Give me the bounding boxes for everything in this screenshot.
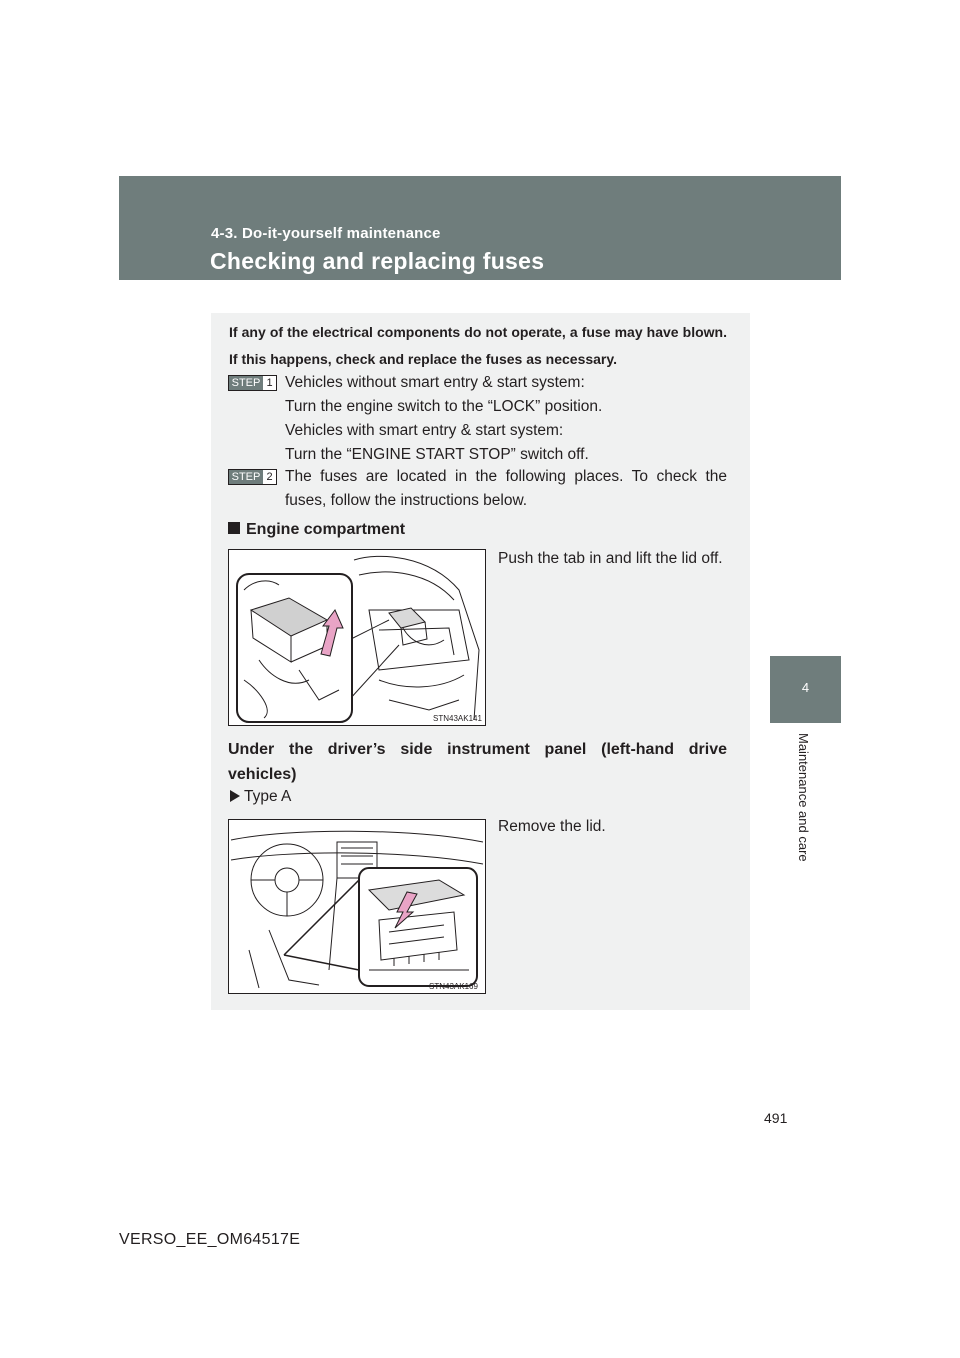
instrument-panel-drawing: [229, 820, 485, 993]
step-1-text: [285, 371, 727, 467]
step-1-line: Vehicles without smart entry & start system:: [285, 374, 585, 391]
section-label: 4-3. Do-it-yourself maintenance: [211, 225, 441, 242]
intro-paragraph: If any of the electrical components do not operate, a fuse may have blown. If this happens, check and replace the fuses as necessary.: [229, 324, 727, 367]
step-1-line: Vehicles with smart entry & start system:: [285, 422, 564, 439]
step-number: 2: [266, 471, 273, 483]
step-1-badge: [228, 375, 277, 391]
step-word: STEP: [229, 470, 263, 484]
step-number: 1: [266, 377, 273, 389]
section-heading-instrument-panel: [228, 737, 727, 787]
chapter-title: Maintenance and care: [796, 733, 811, 862]
chapter-title-vertical: [795, 733, 813, 883]
section-heading-text: Engine compartment: [246, 521, 406, 538]
step-1-line: Turn the “ENGINE START STOP” switch off.: [285, 446, 589, 463]
type-label: Type A: [244, 788, 292, 805]
page-number: 491: [764, 1110, 788, 1126]
instrument-panel-fuse-illustration: [228, 819, 486, 994]
page-title: Checking and replacing fuses: [210, 248, 545, 274]
engine-caption: Push the tab in and lift the lid off.: [498, 550, 723, 567]
document-code: VERSO_EE_OM64517E: [119, 1231, 301, 1248]
section-heading-engine: [228, 517, 405, 542]
step-1-line: Turn the engine switch to the “LOCK” position.: [285, 398, 603, 415]
figure-code: STN43AK141: [433, 714, 482, 723]
type-label-line: [230, 786, 291, 808]
step-word: STEP: [229, 376, 263, 390]
figure-code: STN43AK169: [429, 982, 478, 991]
engine-compartment-drawing: [229, 550, 485, 725]
triangle-bullet-icon: [230, 790, 240, 802]
square-bullet-icon: [228, 522, 240, 534]
engine-fuse-box-illustration: [228, 549, 486, 726]
section-heading-text: Under the driver’s side instrument panel (left-hand drive vehicles): [228, 741, 727, 783]
step-2-text: The fuses are located in the following places. To check the fuses, follow the instructions below.: [285, 468, 727, 509]
instrument-panel-caption: Remove the lid.: [498, 818, 606, 835]
chapter-number: 4: [801, 680, 810, 695]
step-2-badge: [228, 469, 277, 485]
